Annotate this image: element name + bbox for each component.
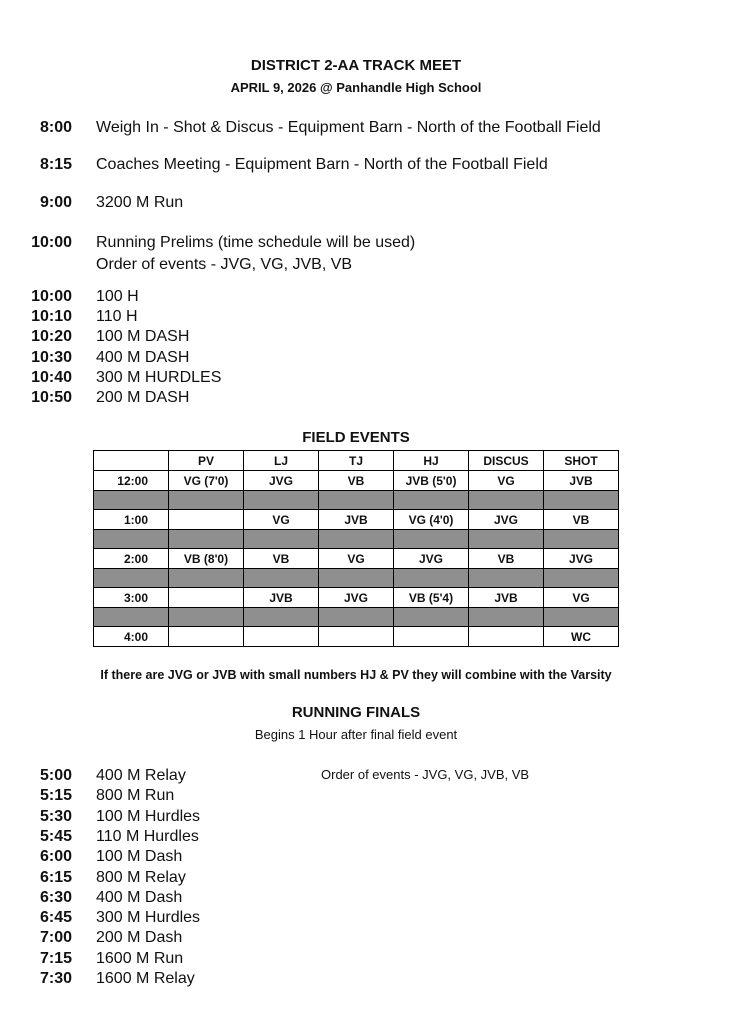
table-spacer-cell [94,569,169,588]
schedule-time: 6:30 [39,888,72,906]
table-cell: VG (7'0) [169,471,244,491]
table-spacer-cell [544,608,619,627]
table-cell: VB [319,471,394,491]
table-spacer-cell [169,569,244,588]
schedule-time: 5:15 [39,787,72,805]
field-events-note: If there are JVG or JVB with small numbers HJ & PV they will combine with the Varsity [100,668,612,682]
table-cell [169,510,244,530]
table-cell: VB (8'0) [169,549,244,569]
schedule-time: 6:15 [39,868,72,886]
table-cell: VG (4'0) [394,510,469,530]
schedule-event: 100 M Dash [96,848,183,866]
schedule-time: 10:30 [31,348,72,366]
table-cell [169,588,244,608]
table-spacer-cell [244,608,319,627]
table-cell: JVB [469,588,544,608]
table-cell [394,627,469,647]
finals-order: Order of events - JVG, VG, JVB, VB [321,767,530,782]
schedule-event: Weigh In - Shot & Discus - Equipment Barn - North of the Football Field [96,119,601,136]
table-time-cell: 1:00 [94,510,169,530]
table-cell: JVG [469,510,544,530]
table-spacer-cell [394,491,469,510]
table-cell: WC [544,627,619,647]
schedule-event: 100 M DASH [96,328,190,346]
schedule-event: 400 M DASH [96,348,190,366]
table-cell: JVB [244,588,319,608]
table-header-cell: TJ [319,451,394,471]
table-cell [469,627,544,647]
schedule-event: 100 M Hurdles [96,807,201,825]
table-spacer-cell [244,569,319,588]
table-cell: VG [319,549,394,569]
schedule-event: 3200 M Run [96,194,184,211]
schedule-event: 110 M Hurdles [96,827,199,845]
page-title: DISTRICT 2-AA TRACK MEET [250,57,462,74]
table-spacer-cell [169,491,244,510]
table-spacer-cell [394,608,469,627]
table-spacer-row [94,608,619,627]
table-header-cell [94,451,169,471]
schedule-time: 7:15 [39,949,72,967]
field-events-table [93,450,619,647]
table-cell: JVG [319,588,394,608]
schedule-time: 5:00 [39,767,72,784]
table-spacer-cell [319,491,394,510]
schedule-time: 7:00 [39,929,72,947]
table-row [94,510,619,530]
table-row [94,627,619,647]
table-spacer-cell [319,608,394,627]
schedule-time: 6:00 [39,848,72,866]
schedule-time: 5:45 [39,827,72,845]
table-spacer-cell [544,530,619,549]
table-header-cell: SHOT [544,451,619,471]
schedule-event: 800 M Run [96,787,175,805]
schedule-event: 110 H [96,308,138,326]
table-spacer-cell [94,491,169,510]
table-cell: VB [544,510,619,530]
table-cell: JVB [544,471,619,491]
table-cell [244,627,319,647]
table-header-cell: LJ [244,451,319,471]
schedule-event: 200 M Dash [96,929,183,947]
table-row [94,549,619,569]
table-time-cell: 4:00 [94,627,169,647]
schedule-event: 800 M Relay [96,868,186,886]
table-spacer-cell [244,530,319,549]
table-row [94,588,619,608]
schedule-time: 8:00 [39,119,72,136]
page-subtitle: APRIL 9, 2026 @ Panhandle High School [230,80,482,95]
table-spacer-row [94,491,619,510]
schedule-event: 1600 M Run [96,949,184,967]
prelims-order: Order of events - JVG, VG, JVB, VB [96,256,353,273]
schedule-event: 400 M Relay [96,767,186,784]
table-spacer-cell [469,491,544,510]
table-cell [169,627,244,647]
table-header-cell: PV [169,451,244,471]
table-spacer-cell [94,530,169,549]
schedule-event: 1600 M Relay [96,970,195,987]
table-row [94,471,619,491]
table-cell [319,627,394,647]
table-spacer-cell [169,530,244,549]
table-spacer-cell [319,569,394,588]
table-spacer-cell [319,530,394,549]
schedule-time: 5:30 [39,807,72,825]
table-spacer-cell [544,491,619,510]
table-cell: JVG [244,471,319,491]
schedule-event: 400 M Dash [96,888,183,906]
schedule-event: 300 M HURDLES [96,368,222,386]
table-cell: VB [469,549,544,569]
table-cell: JVG [394,549,469,569]
schedule-time: 10:00 [31,288,72,305]
table-cell: JVB (5'0) [394,471,469,491]
schedule-time: 10:10 [31,308,72,326]
table-cell: VB (5'4) [394,588,469,608]
table-spacer-cell [169,608,244,627]
schedule-event: 200 M DASH [96,389,190,406]
table-spacer-row [94,530,619,549]
table-cell: VB [244,549,319,569]
schedule-event: Coaches Meeting - Equipment Barn - North of the Football Field [96,156,548,173]
schedule-time: 10:50 [31,389,72,406]
schedule-time: 6:45 [39,909,72,927]
table-spacer-cell [544,569,619,588]
table-cell: JVB [319,510,394,530]
finals-title: RUNNING FINALS [291,704,421,721]
schedule-time: 10:00 [31,234,72,251]
schedule-event: 300 M Hurdles [96,909,201,927]
table-time-cell: 3:00 [94,588,169,608]
schedule-event: Running Prelims (time schedule will be used) [96,234,416,251]
table-header-cell: HJ [394,451,469,471]
table-cell: JVG [544,549,619,569]
schedule-time: 10:20 [31,328,72,346]
table-spacer-cell [394,569,469,588]
table-time-cell: 12:00 [94,471,169,491]
field-events-title: FIELD EVENTS [302,429,410,446]
table-spacer-cell [469,530,544,549]
table-cell: VG [469,471,544,491]
table-spacer-cell [469,608,544,627]
finals-subtitle: Begins 1 Hour after final field event [254,727,458,742]
schedule-event: 100 H [96,288,139,305]
schedule-time: 9:00 [39,194,72,211]
table-spacer-cell [469,569,544,588]
table-spacer-cell [394,530,469,549]
table-spacer-row [94,569,619,588]
schedule-time: 8:15 [39,156,72,173]
table-spacer-cell [244,491,319,510]
table-cell: VG [544,588,619,608]
table-cell: VG [244,510,319,530]
table-time-cell: 2:00 [94,549,169,569]
schedule-time: 7:30 [39,970,72,987]
schedule-time: 10:40 [31,368,72,386]
table-spacer-cell [94,608,169,627]
table-header-cell: DISCUS [469,451,544,471]
